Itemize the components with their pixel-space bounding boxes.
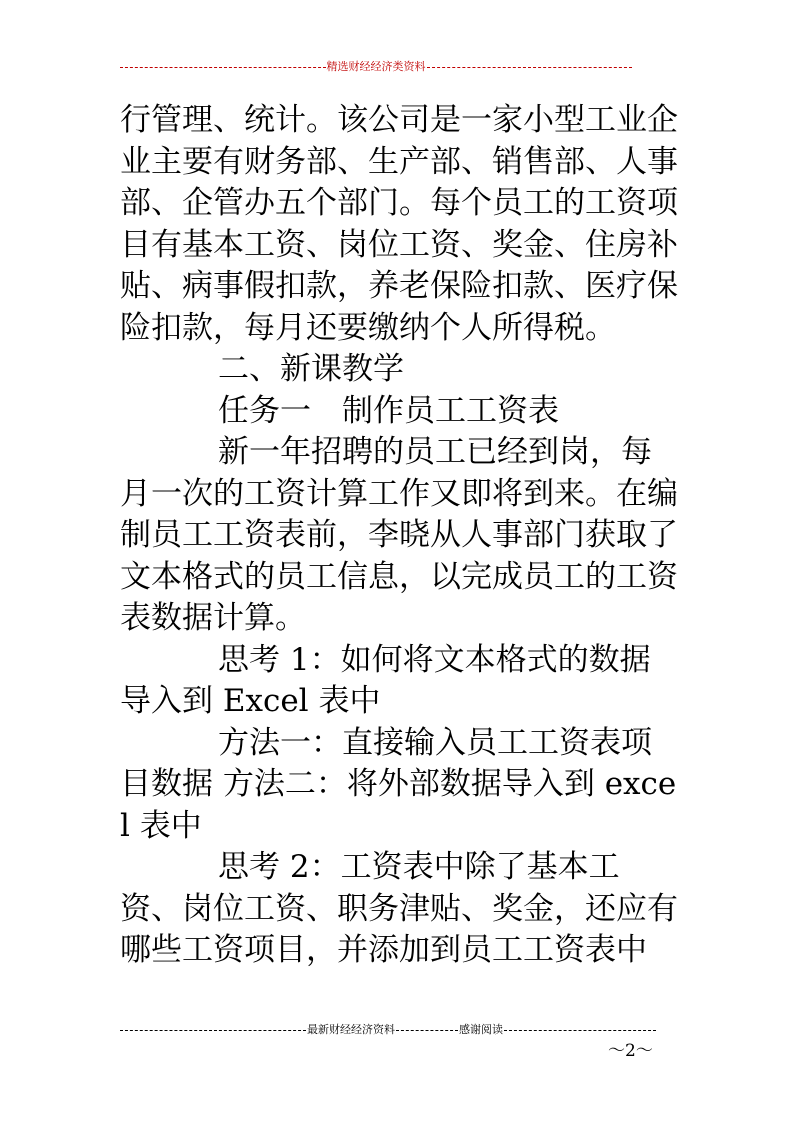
paragraph-methods: 方法一：直接输入员工工资表项目数据 方法二：将外部数据导入到 excel 表中: [120, 724, 677, 844]
section-heading: 二、新课教学: [218, 351, 404, 387]
task-heading: 任务一 制作员工工资表: [218, 392, 559, 429]
header-rule-right: [427, 67, 633, 68]
header-title: 精选财经经济类资料: [326, 60, 426, 73]
document-body: [120, 100, 680, 972]
page-footer: [120, 1021, 656, 1037]
footer-rule-middle: [396, 1030, 458, 1031]
footer-rule-right: [504, 1030, 656, 1031]
paragraph-intro: 行管理、统计。该公司是一家小型工业企业主要有财务部、生产部、销售部、人事部、企管办五个部门。每个员工的工资项目有基本工资、岗位工资、奖金、住房补贴、病事假扣款，养老保险扣款、医疗保险扣款，每月还要缴纳个人所得税。: [120, 102, 678, 346]
footer-rule-left: [120, 1030, 306, 1031]
page-number: ～2～: [608, 1041, 653, 1061]
paragraph-question-2: 思考 2：工资表中除了基本工资、岗位工资、职务津贴、奖金，还应有哪些工资项目，并添加到员工工资表中: [120, 849, 678, 968]
footer-right-text: 感谢阅读: [459, 1023, 503, 1036]
paragraph-question-1: 思考 1：如何将文本格式的数据导入到 Excel 表中: [120, 641, 651, 719]
paragraph-task-description: 新一年招聘的员工已经到岗，每月一次的工资计算工作又即将到来。在编制员工工资表前，李晓从人事部门获取了文本格式的员工信息，以完成员工的工资表数据计算。: [120, 434, 678, 636]
footer-left-text: 最新财经经济资料: [307, 1023, 395, 1036]
header-rule-left: [120, 67, 326, 68]
page-header: [120, 58, 632, 74]
